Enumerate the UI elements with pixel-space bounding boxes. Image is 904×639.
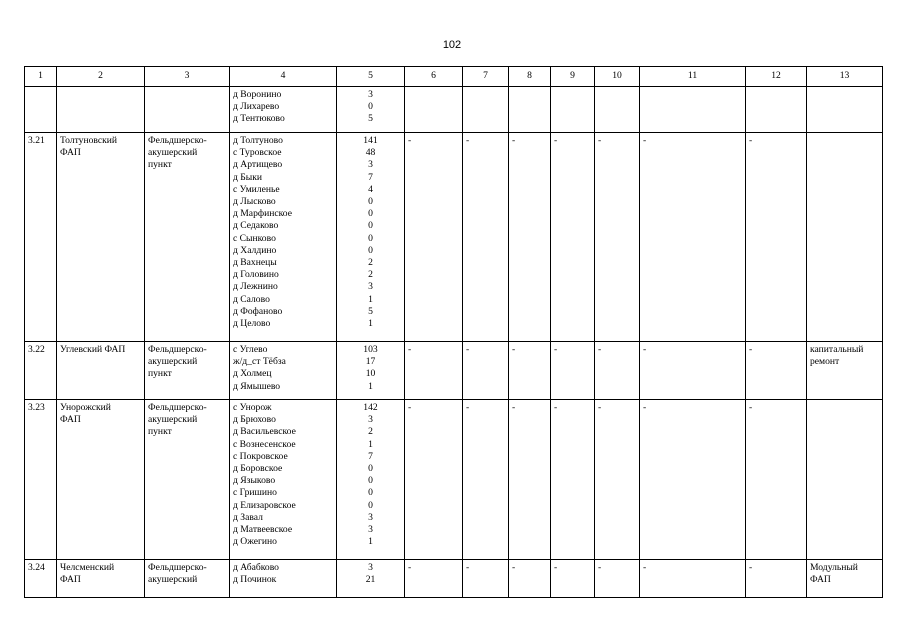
column-header-8: 8 xyxy=(509,67,551,87)
settlement-name: д Абабково xyxy=(233,562,279,573)
column-7-cell xyxy=(463,133,509,342)
population-value: 0 xyxy=(368,499,373,511)
population-value: 1 xyxy=(368,293,373,305)
population-value: 5 xyxy=(368,305,373,317)
population-value: 142 xyxy=(363,402,378,413)
population-value: 3 xyxy=(368,511,373,523)
column-12-cell xyxy=(746,342,807,400)
column-11-value: - xyxy=(643,562,647,573)
column-11-value: - xyxy=(643,135,647,146)
population-value: 2 xyxy=(368,269,373,281)
column-10-cell xyxy=(595,133,640,342)
facility-type-line: пункт xyxy=(148,426,172,438)
population-value: 2 xyxy=(368,257,373,269)
population-value: 3 xyxy=(368,562,373,573)
population-cell xyxy=(337,133,405,342)
column-6-cell xyxy=(405,133,463,342)
population-cell xyxy=(337,400,405,560)
population-value: 141 xyxy=(363,135,378,146)
column-8-cell xyxy=(509,87,551,133)
population-value: 21 xyxy=(365,574,376,586)
population-value: 7 xyxy=(368,171,373,183)
fap-name-line: Толтуновский xyxy=(60,135,118,146)
population-value: 3 xyxy=(368,414,373,426)
column-12-cell xyxy=(746,560,807,598)
settlement-name: ж/д_ст Тёбза xyxy=(233,356,286,368)
note-line: Модульный xyxy=(810,562,858,573)
table-row xyxy=(25,400,883,560)
fap-name-cell xyxy=(57,560,145,598)
row-number-cell xyxy=(25,87,57,133)
fap-name-line: ФАП xyxy=(60,574,81,586)
column-8-cell xyxy=(509,342,551,400)
population-value: 0 xyxy=(368,463,373,475)
row-number: 3.24 xyxy=(28,562,45,573)
column-6-value: - xyxy=(408,135,412,146)
column-7-cell xyxy=(463,400,509,560)
settlement-name: д Лежнино xyxy=(233,281,278,293)
facility-type-line: Фельдшерско- xyxy=(148,562,207,573)
settlement-name: д Лихарево xyxy=(233,101,280,113)
settlement-name: с Сынково xyxy=(233,232,276,244)
column-header-3: 3 xyxy=(145,67,230,87)
facility-type-line: Фельдшерско- xyxy=(148,135,207,146)
settlement-name: д Холмец xyxy=(233,368,272,380)
column-7-cell xyxy=(463,560,509,598)
fap-name-cell xyxy=(57,400,145,560)
column-header-13: 13 xyxy=(807,67,883,87)
row-number-cell xyxy=(25,400,57,560)
note-cell xyxy=(807,560,883,598)
column-8-value: - xyxy=(512,135,516,146)
population-value: 1 xyxy=(368,438,373,450)
column-11-cell xyxy=(640,342,746,400)
column-8-value: - xyxy=(512,344,516,355)
population-value: 5 xyxy=(368,113,373,125)
column-header-11: 11 xyxy=(640,67,746,87)
table-row xyxy=(25,560,883,598)
settlement-name: д Ожегино xyxy=(233,536,277,548)
column-6-value: - xyxy=(408,402,412,413)
column-7-value: - xyxy=(466,135,470,146)
note-cell xyxy=(807,133,883,342)
population-value: 0 xyxy=(368,487,373,499)
population-value: 3 xyxy=(368,524,373,536)
column-9-cell xyxy=(551,133,595,342)
note-line: ремонт xyxy=(810,356,840,368)
column-8-cell xyxy=(509,133,551,342)
settlement-name: д Васильевское xyxy=(233,426,296,438)
page-number: 102 xyxy=(442,39,462,51)
column-header-10: 10 xyxy=(595,67,640,87)
settlement-name: д Халдино xyxy=(233,244,277,256)
column-9-value: - xyxy=(554,135,558,146)
settlement-name: д Боровское xyxy=(233,463,283,475)
row-number: 3.21 xyxy=(28,135,45,146)
note-line: капитальный xyxy=(810,344,864,355)
population-value: 2 xyxy=(368,426,373,438)
column-9-value: - xyxy=(554,562,558,573)
facility-type-line: Фельдшерско- xyxy=(148,402,207,413)
population-value: 0 xyxy=(368,475,373,487)
header-row xyxy=(25,67,883,87)
fap-name-cell xyxy=(57,133,145,342)
table-row xyxy=(25,342,883,400)
population-cell xyxy=(337,342,405,400)
column-10-value: - xyxy=(598,402,602,413)
facility-type-line: акушерский xyxy=(148,574,198,586)
fap-name-line: Унорожский xyxy=(60,402,111,413)
settlement-name: с Покровское xyxy=(233,450,288,462)
row-number: 3.23 xyxy=(28,402,45,413)
population-value: 3 xyxy=(368,89,373,100)
column-7-value: - xyxy=(466,562,470,573)
note-cell xyxy=(807,400,883,560)
settlement-name: с Гришино xyxy=(233,487,277,499)
column-12-value: - xyxy=(749,402,753,413)
column-11-value: - xyxy=(643,344,647,355)
column-9-cell xyxy=(551,400,595,560)
column-10-cell xyxy=(595,400,640,560)
column-9-value: - xyxy=(554,344,558,355)
fap-name-line: ФАП xyxy=(60,147,81,159)
table-header xyxy=(25,67,883,87)
settlement-name: д Воронино xyxy=(233,89,282,100)
settlements-cell xyxy=(230,133,337,342)
fap-table xyxy=(24,66,883,598)
settlement-name: д Артищево xyxy=(233,159,283,171)
population-value: 4 xyxy=(368,183,373,195)
settlement-name: д Головино xyxy=(233,269,279,281)
settlement-name: д Лысково xyxy=(233,196,276,208)
facility-type-cell xyxy=(145,400,230,560)
settlement-name: д Ямышево xyxy=(233,380,281,392)
column-header-12: 12 xyxy=(746,67,807,87)
population-value: 48 xyxy=(365,147,376,159)
column-6-cell xyxy=(405,342,463,400)
column-9-cell xyxy=(551,87,595,133)
column-header-2: 2 xyxy=(57,67,145,87)
column-11-cell xyxy=(640,400,746,560)
facility-type-line: акушерский xyxy=(148,414,198,426)
column-header-4: 4 xyxy=(230,67,337,87)
population-value: 3 xyxy=(368,159,373,171)
population-value: 0 xyxy=(368,196,373,208)
facility-type-line: акушерский xyxy=(148,356,198,368)
settlement-name: д Матвеевское xyxy=(233,524,293,536)
population-value: 7 xyxy=(368,450,373,462)
fap-name-cell xyxy=(57,342,145,400)
column-6-cell xyxy=(405,400,463,560)
column-11-cell xyxy=(640,133,746,342)
settlement-name: д Марфинское xyxy=(233,208,292,220)
column-12-cell xyxy=(746,400,807,560)
population-value: 0 xyxy=(368,232,373,244)
note-cell xyxy=(807,342,883,400)
column-header-1: 1 xyxy=(25,67,57,87)
facility-type-cell xyxy=(145,560,230,598)
settlement-name: д Завал xyxy=(233,511,263,523)
column-header-5: 5 xyxy=(337,67,405,87)
column-12-cell xyxy=(746,133,807,342)
settlement-name: д Брюхово xyxy=(233,414,276,426)
population-value: 3 xyxy=(368,281,373,293)
column-7-value: - xyxy=(466,344,470,355)
population-value: 1 xyxy=(368,536,373,548)
settlement-name: д Седаково xyxy=(233,220,279,232)
column-10-value: - xyxy=(598,135,602,146)
column-9-cell xyxy=(551,342,595,400)
population-cell xyxy=(337,560,405,598)
column-8-cell xyxy=(509,400,551,560)
row-number-cell xyxy=(25,560,57,598)
facility-type-line: акушерский xyxy=(148,147,198,159)
column-7-cell xyxy=(463,87,509,133)
column-11-cell xyxy=(640,560,746,598)
column-header-9: 9 xyxy=(551,67,595,87)
column-8-value: - xyxy=(512,402,516,413)
settlements-cell xyxy=(230,560,337,598)
column-header-7: 7 xyxy=(463,67,509,87)
table-row xyxy=(25,87,883,133)
population-value: 1 xyxy=(368,318,373,330)
settlement-name: д Елизаровское xyxy=(233,499,296,511)
facility-type-line: пункт xyxy=(148,368,172,380)
column-7-cell xyxy=(463,342,509,400)
population-value: 103 xyxy=(363,344,378,355)
population-cell xyxy=(337,87,405,133)
facility-type-line: пункт xyxy=(148,159,172,171)
settlement-name: с Унорож xyxy=(233,402,272,413)
facility-type-cell xyxy=(145,342,230,400)
column-6-cell xyxy=(405,87,463,133)
facility-type-cell xyxy=(145,133,230,342)
settlements-cell xyxy=(230,87,337,133)
population-value: 0 xyxy=(368,220,373,232)
column-10-value: - xyxy=(598,562,602,573)
settlement-name: д Языково xyxy=(233,475,276,487)
column-12-cell xyxy=(746,87,807,133)
facility-type-cell xyxy=(145,87,230,133)
settlement-name: д Быки xyxy=(233,171,263,183)
settlement-name: д Вахнецы xyxy=(233,257,277,269)
settlement-name: с Туровское xyxy=(233,147,282,159)
settlements-cell xyxy=(230,400,337,560)
note-line: ФАП xyxy=(810,574,831,586)
settlement-name: с Умиленье xyxy=(233,183,280,195)
settlement-name: д Тентюково xyxy=(233,113,285,125)
population-value: 0 xyxy=(368,101,373,113)
column-9-cell xyxy=(551,560,595,598)
column-6-value: - xyxy=(408,562,412,573)
fap-name-cell xyxy=(57,87,145,133)
column-header-6: 6 xyxy=(405,67,463,87)
row-number-cell xyxy=(25,342,57,400)
population-value: 0 xyxy=(368,208,373,220)
row-number-cell xyxy=(25,133,57,342)
settlement-name: д Толтуново xyxy=(233,135,283,146)
column-7-value: - xyxy=(466,402,470,413)
facility-type-line: Фельдшерско- xyxy=(148,344,207,355)
column-9-value: - xyxy=(554,402,558,413)
settlement-name: д Фофаново xyxy=(233,305,283,317)
column-10-value: - xyxy=(598,344,602,355)
population-value: 0 xyxy=(368,244,373,256)
fap-name-line: Челсменский xyxy=(60,562,115,573)
column-11-cell xyxy=(640,87,746,133)
settlement-name: д Целово xyxy=(233,318,271,330)
column-10-cell xyxy=(595,560,640,598)
column-6-cell xyxy=(405,560,463,598)
fap-name-line: Углевский ФАП xyxy=(60,344,126,355)
column-10-cell xyxy=(595,342,640,400)
population-value: 10 xyxy=(365,368,376,380)
column-10-cell xyxy=(595,87,640,133)
settlement-name: д Починок xyxy=(233,574,277,586)
fap-name-line: ФАП xyxy=(60,414,81,426)
settlements-cell xyxy=(230,342,337,400)
column-6-value: - xyxy=(408,344,412,355)
population-value: 17 xyxy=(365,356,376,368)
table-row xyxy=(25,133,883,342)
population-value: 1 xyxy=(368,380,373,392)
settlement-name: с Углево xyxy=(233,344,268,355)
column-8-value: - xyxy=(512,562,516,573)
column-12-value: - xyxy=(749,344,753,355)
settlement-name: с Вознесенское xyxy=(233,438,296,450)
table-body xyxy=(25,87,883,598)
column-8-cell xyxy=(509,560,551,598)
settlement-name: д Салово xyxy=(233,293,270,305)
column-12-value: - xyxy=(749,135,753,146)
column-12-value: - xyxy=(749,562,753,573)
note-cell xyxy=(807,87,883,133)
column-11-value: - xyxy=(643,402,647,413)
row-number: 3.22 xyxy=(28,344,45,355)
